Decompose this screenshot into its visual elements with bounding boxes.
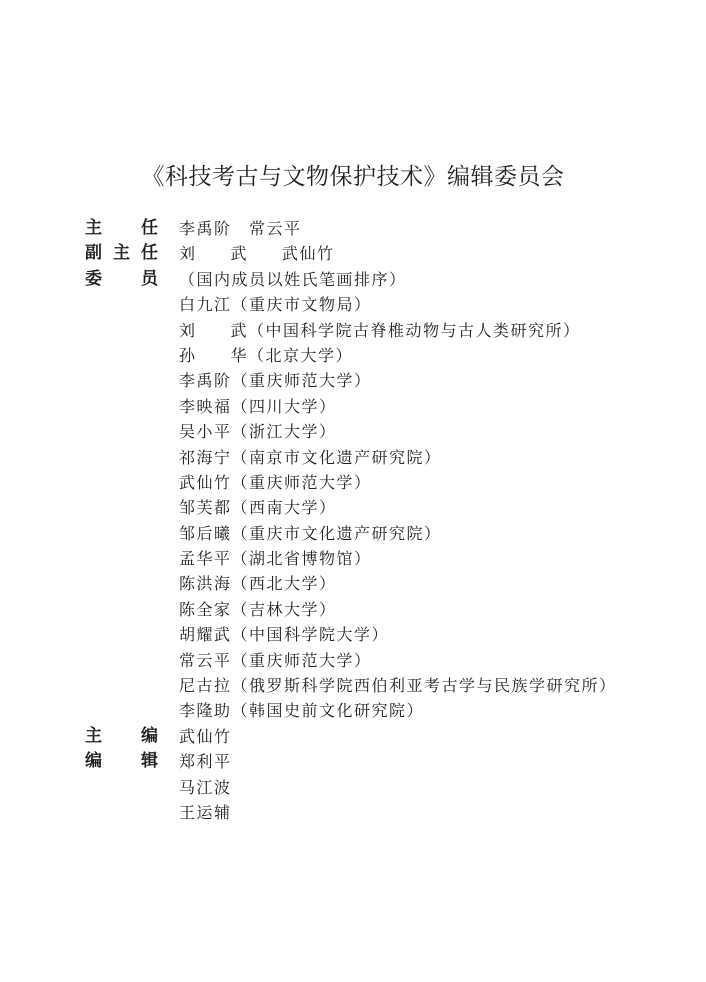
- member-item: [85, 343, 685, 368]
- member-item: [85, 597, 685, 622]
- member-affiliation: （韩国史前文化研究院）: [231, 701, 425, 721]
- member-affiliation: （北京大学）: [248, 345, 354, 365]
- member-item: [85, 394, 685, 419]
- member-item: [85, 495, 685, 520]
- member-item: [85, 673, 685, 698]
- member-name: 李隆助: [179, 701, 232, 721]
- member-item: [85, 419, 685, 444]
- member-item: [85, 571, 685, 596]
- deputy-director-names: 刘 武 武仙竹: [179, 244, 335, 264]
- member-item: [85, 698, 685, 723]
- member-affiliation: （湖北省博物馆）: [231, 549, 372, 569]
- director-names: 李禹阶 常云平: [179, 219, 302, 238]
- member-name: 胡耀武: [179, 625, 232, 645]
- member-affiliation: （重庆市文物局）: [231, 295, 372, 315]
- member-item: [85, 318, 685, 343]
- editor-name: 王运辅: [179, 802, 232, 822]
- members-note: （国内成员以姓氏笔画排序）: [179, 269, 407, 289]
- member-name: 陈全家: [179, 599, 232, 619]
- member-affiliation: （中国科学院古脊椎动物与古人类研究所）: [248, 320, 581, 340]
- member-affiliation: （重庆市文化遗产研究院）: [231, 523, 442, 543]
- member-name: 武仙竹: [179, 472, 232, 492]
- member-name: 刘: [179, 320, 197, 340]
- member-name: 吴小平: [179, 422, 232, 442]
- editor-item: [85, 800, 685, 825]
- member-affiliation: （南京市文化遗产研究院）: [231, 447, 442, 467]
- member-item: [85, 368, 685, 393]
- committee-roster: [85, 216, 685, 825]
- member-name: 孙: [179, 345, 197, 365]
- member-affiliation: （中国科学院大学）: [231, 625, 390, 645]
- member-name: 白九江: [179, 295, 232, 315]
- member-affiliation: （俄罗斯科学院西伯利亚考古学与民族学研究所）: [231, 676, 617, 696]
- page-title: 《科技考古与文物保护技术》编辑委员会: [141, 164, 565, 190]
- member-name: 邹后曦: [179, 523, 232, 543]
- member-name: 李映福: [179, 396, 232, 416]
- editor-name: 郑利平: [179, 752, 232, 772]
- member-name: 尼古拉: [179, 676, 232, 696]
- member-item: [85, 292, 685, 317]
- member-name: 李禹阶: [179, 371, 232, 391]
- editors-row: 编 辑 郑利平: [85, 749, 685, 774]
- member-affiliation: （浙江大学）: [231, 422, 337, 442]
- member-affiliation: （重庆师范大学）: [231, 371, 372, 391]
- member-name: 陈洪海: [179, 574, 232, 594]
- member-name: 华: [230, 345, 249, 365]
- editor-name: 马江波: [179, 777, 232, 797]
- member-name: 武: [230, 320, 249, 340]
- member-name: 孟华平: [179, 549, 232, 569]
- editor-item: [85, 775, 685, 800]
- members-row: 委 员 （国内成员以姓氏笔画排序）: [85, 267, 685, 292]
- member-item: [85, 546, 685, 571]
- member-item: [85, 622, 685, 647]
- member-item: [85, 648, 685, 673]
- member-name: 邹芙都: [179, 498, 232, 518]
- member-name: 祁海宁: [179, 447, 232, 467]
- member-affiliation: （重庆师范大学）: [231, 472, 372, 492]
- member-item: [85, 445, 685, 470]
- member-affiliation: （重庆师范大学）: [231, 650, 372, 670]
- member-affiliation: （西南大学）: [231, 498, 337, 518]
- chief-editor-name: 武仙竹: [179, 726, 232, 746]
- deputy-director-row: 副 主 任 刘 武 武仙竹: [85, 241, 685, 266]
- member-name: 常云平: [179, 650, 232, 670]
- chief-editor-row: 主 编 武仙竹: [85, 724, 685, 749]
- member-affiliation: （吉林大学）: [231, 599, 337, 619]
- member-item: [85, 521, 685, 546]
- director-row: 主 任 李禹阶 常云平: [85, 216, 685, 241]
- member-item: [85, 470, 685, 495]
- member-affiliation: （西北大学）: [231, 574, 337, 594]
- member-affiliation: （四川大学）: [231, 396, 337, 416]
